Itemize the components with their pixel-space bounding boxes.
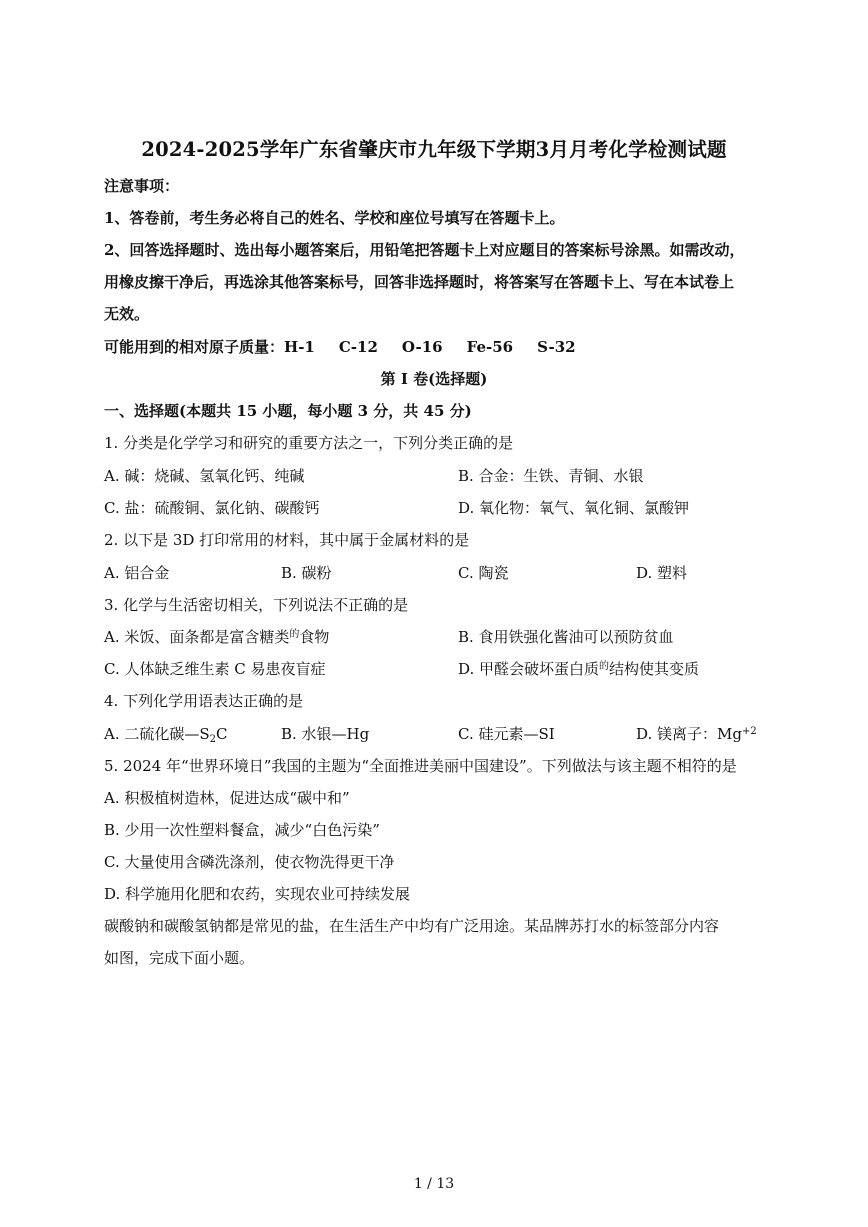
atomic-masses-label: 可能用到的相对原子质量： bbox=[104, 338, 285, 356]
q3-a-text-end: 食物 bbox=[299, 628, 330, 646]
q3-option-a bbox=[104, 627, 329, 647]
q1-option-a: A. 碱：烧碱、氢氧化钙、纯碱 bbox=[104, 467, 305, 485]
q2-option-b: B. 碳粉 bbox=[281, 564, 332, 582]
notice-item-2-line-2: 用橡皮擦干净后，再选涂其他答案标号，回答非选择题时，将答案写在答题卡上、写在本试卷上 bbox=[104, 273, 735, 291]
q4-a-text-end: C bbox=[216, 725, 228, 743]
q5-stem: 5. 2024 年“世界环境日”我国的主题为“全面推进美丽中国建设”。下列做法与该主题不相符的是 bbox=[104, 757, 737, 775]
q1-stem: 1. 分类是化学学习和研究的重要方法之一，下列分类正确的是 bbox=[104, 434, 514, 452]
q3-d-sup: 的 bbox=[599, 661, 610, 672]
q4-a-text: A. 二硫化碳—S bbox=[104, 725, 210, 743]
q2-option-d: D. 塑料 bbox=[636, 564, 688, 582]
q5-option-b: B. 少用一次性塑料餐盒，减少“白色污染” bbox=[104, 821, 380, 839]
notice-heading: 注意事项： bbox=[104, 177, 180, 195]
mass-s: S-32 bbox=[537, 338, 576, 356]
notice-item-2-line-1: 2、回答选择题时、选出每小题答案后，用铅笔把答题卡上对应题目的答案标号涂黑。如需改动， bbox=[104, 241, 745, 259]
q3-d-text-end: 结构使其变质 bbox=[609, 660, 700, 678]
q3-d-text: D. 甲醛会破坏蛋白质 bbox=[458, 660, 600, 678]
q3-option-b: B. 食用铁强化酱油可以预防贫血 bbox=[458, 628, 674, 646]
volume-title: 第 I 卷(选择题) bbox=[380, 370, 488, 388]
q3-stem: 3. 化学与生活密切相关，下列说法不正确的是 bbox=[104, 596, 409, 614]
notice-item-1: 1、答卷前，考生务必将自己的姓名、学校和座位号填写在答题卡上。 bbox=[104, 209, 565, 227]
mass-o: O-16 bbox=[401, 338, 443, 356]
mass-fe: Fe-56 bbox=[466, 338, 514, 356]
q4-d-superscript: +2 bbox=[742, 726, 757, 737]
q3-a-sup: 的 bbox=[289, 629, 300, 640]
page-title: 2024-2025学年广东省肇庆市九年级下学期3月月考化学检测试题 bbox=[141, 138, 727, 161]
q2-option-a: A. 铝合金 bbox=[104, 564, 170, 582]
q1-option-d: D. 氧化物：氧气、氧化铜、氯酸钾 bbox=[458, 499, 690, 517]
q4-option-d bbox=[636, 724, 757, 744]
q2-option-c: C. 陶瓷 bbox=[458, 564, 509, 582]
q3-option-c: C. 人体缺乏维生素 C 易患夜盲症 bbox=[104, 660, 326, 678]
page-number: 1 / 13 bbox=[413, 1176, 455, 1192]
q1-option-c: C. 盐：硫酸铜、氯化钠、碳酸钙 bbox=[104, 499, 320, 517]
q4-option-b: B. 水银—Hg bbox=[281, 725, 370, 743]
q4-d-text: D. 镁离子：Mg bbox=[636, 725, 742, 743]
q4-a-subscript: 2 bbox=[209, 734, 217, 745]
mass-c: C-12 bbox=[338, 338, 378, 356]
q3-option-d bbox=[458, 659, 699, 679]
section-title: 一、选择题(本题共 15 小题，每小题 3 分，共 45 分) bbox=[104, 402, 472, 420]
passage-line-1: 碳酸钠和碳酸氢钠都是常见的盐，在生活生产中均有广泛用途。某品牌苏打水的标签部分内容 bbox=[104, 917, 720, 935]
passage-line-2: 如图，完成下面小题。 bbox=[104, 949, 255, 967]
q5-option-d: D. 科学施用化肥和农药，实现农业可持续发展 bbox=[104, 885, 411, 903]
q4-option-c: C. 硅元素—SI bbox=[458, 725, 555, 743]
notice-item-2-line-3: 无效。 bbox=[104, 305, 150, 323]
q4-option-a bbox=[104, 724, 228, 744]
q5-option-c: C. 大量使用含磷洗涤剂，使衣物洗得更干净 bbox=[104, 853, 395, 871]
atomic-masses-row bbox=[104, 337, 576, 357]
mass-h: H-1 bbox=[284, 338, 315, 356]
q2-stem: 2. 以下是 3D 打印常用的材料，其中属于金属材料的是 bbox=[104, 531, 470, 549]
q1-option-b: B. 合金：生铁、青铜、水银 bbox=[458, 467, 644, 485]
q4-stem: 4. 下列化学用语表达正确的是 bbox=[104, 692, 304, 710]
q3-a-text: A. 米饭、面条都是富含糖类 bbox=[104, 628, 290, 646]
q5-option-a: A. 积极植树造林，促进达成“碳中和” bbox=[104, 789, 350, 807]
